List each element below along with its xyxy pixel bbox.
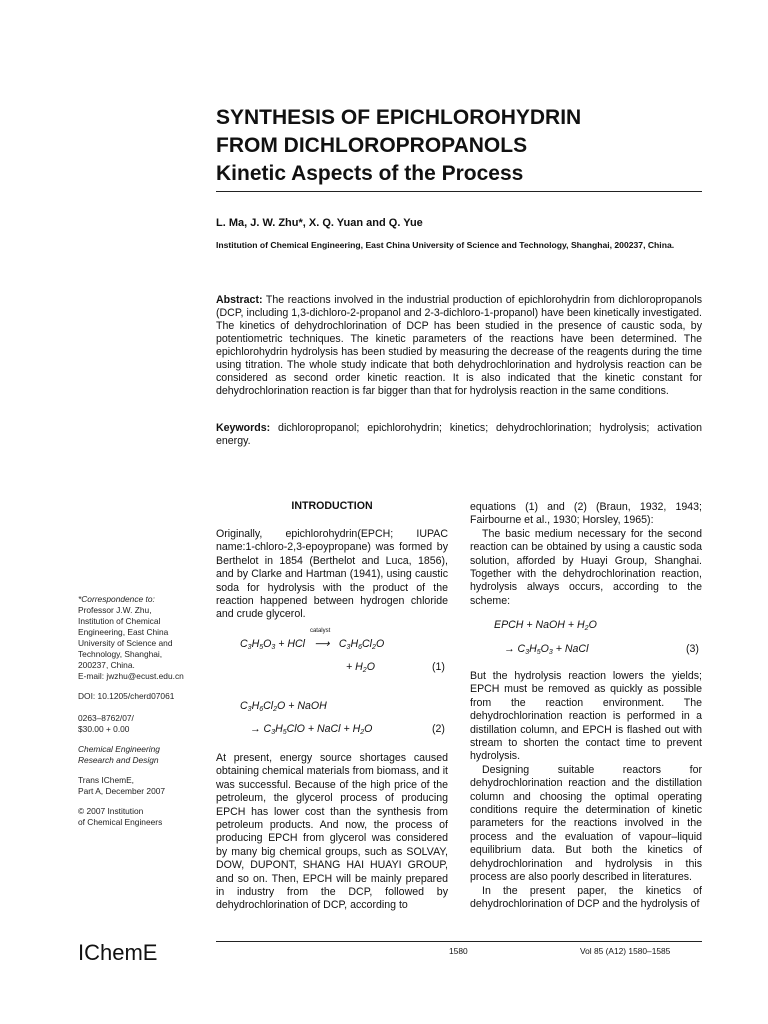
corr-email[interactable]: E-mail: jwzhu@ecust.edu.cn — [78, 671, 184, 681]
paragraph: Designing suitable reactors for dehydrochlorination reaction and the distillation column and choosing the optimal operating conditions require the determination of kinetic parameters for the reactions involved in the process and the evaluation of vapour–liquid equilibrium data. But both the kinetics of dehydrochlorination and hydrolysis in this process are also poorly described in literatures. — [470, 763, 702, 884]
issn-line: 0263–8762/07/ — [78, 713, 134, 723]
equation-2-cont: → $C_3H_5ClO$ + NaCl + $H_2O$ — [250, 723, 373, 736]
title-line-1: SYNTHESIS OF EPICHLOROHYDRIN — [216, 106, 582, 129]
doi: DOI: 10.1205/cherd07061 — [78, 691, 175, 701]
authors: L. Ma, J. W. Zhu*, X. Q. Yuan and Q. Yue — [216, 217, 423, 229]
equation-1: $C_3H_5O_3$ + HCl catalyst ⟶ $C_3H_6Cl_2O$ — [240, 628, 385, 651]
abstract-text: The reactions involved in the industrial production of epichlorohydrin from dichloropropanols (DCP, including 1,3-dichloro-2-propanol and 2-3-dichloro-1-propanol) have been kinetically investigated. The kinetics of dehydrochlorination of DCP has been studied in the presence of caustic soda, by potentiometric techniques. The kinetic parameters of the reactions have been determined. The epichlorohydrin hydrolysis has been studied by measuring the decrease of the reagents during the time using titration. The whole study indicate that both dehydrochlorination and hydrolysis reaction can be considered as second order kinetic reaction. It is also indicated that the kinetic constant for dehydrochlorination reaction is far bigger than that for hydrolysis reaction in the same conditions. — [216, 294, 702, 397]
volume-info: Vol 85 (A12) 1580–1585 — [580, 946, 671, 956]
paragraph: equations (1) and (2) (Braun, 1932, 1943; Fairbourne et al., 1930; Horsley, 1965): — [470, 501, 702, 527]
equation-2: $C_3H_6Cl_2O$ + NaOH — [240, 700, 327, 713]
left-column — [216, 528, 448, 622]
issn — [78, 713, 208, 735]
right-column-cont — [470, 670, 702, 911]
copyright-line: 2007 Institution — [86, 806, 144, 816]
copyright-icon: © — [78, 806, 85, 816]
trans-info — [78, 775, 208, 797]
paragraph: Originally, epichlorohydrin(EPCH; IUPAC name:1-chloro-2,3-epoypropane) was formed by Berthelot in 1854 (Berthelot and Luca, 1856), and by Clarke and Hartman (1941), using caustic soda for hydrolysis with the product of the reaction happened between hydrogen chloride and crude glycerol. — [216, 528, 448, 621]
correspondence — [78, 594, 208, 682]
keywords — [216, 422, 702, 448]
page-number: 1580 — [449, 946, 468, 956]
issn-line: $30.00 + 0.00 — [78, 724, 130, 734]
paper-title — [216, 104, 706, 188]
corr-line: 200237, China. — [78, 660, 135, 670]
ichem-logo: IChemE — [78, 940, 158, 965]
corr-line: Institution of Chemical — [78, 616, 161, 626]
left-column-cont — [216, 752, 448, 913]
title-line-2: FROM DICHLOROPROPANOLS — [216, 134, 528, 157]
keywords-text: dichloropropanol; epichlorohydrin; kinetics; dehydrochlorination; hydrolysis; activation energy. — [216, 422, 702, 447]
keywords-label: Keywords: — [216, 422, 271, 434]
copyright-line: of Chemical Engineers — [78, 817, 163, 827]
right-column — [470, 501, 702, 608]
journal-line: Chemical Engineering — [78, 744, 160, 754]
equation-number: (1) — [432, 661, 445, 673]
catalyst-label: catalyst — [309, 628, 331, 634]
corr-line: Technology, Shanghai, — [78, 649, 163, 659]
paragraph: The basic medium necessary for the second reaction can be obtained by using a caustic soda solution, afforded by Huayi Group, Shanghai. Together with the dehydrochlorination reaction, hydrolysis always occurs, according to the scheme: — [470, 527, 702, 607]
affiliation: Institution of Chemical Engineering, East China University of Science and Technology, Shanghai, 200237, China. — [216, 240, 675, 250]
equation-3-cont: → $C_3H_5O_3$ + NaCl — [504, 643, 589, 656]
equation-1-cont: + $H_2O$ — [346, 661, 375, 674]
footer-divider — [216, 941, 702, 942]
equation-number: (3) — [686, 643, 699, 655]
trans-line: Part A, December 2007 — [78, 786, 166, 796]
equation-3: EPCH + NaOH + $H_2O$ — [494, 619, 597, 632]
title-divider — [216, 191, 702, 192]
section-heading: INTRODUCTION — [291, 500, 373, 512]
trans-line: Trans IChemE, — [78, 775, 135, 785]
abstract-label: Abstract: — [216, 294, 263, 306]
journal-name — [78, 744, 208, 766]
margin-notes — [78, 594, 208, 837]
copyright — [78, 806, 208, 828]
paragraph: At present, energy source shortages caused obtaining chemical materials from biomass, and it was successful. Because of the high price of the petroleum, the glycerol process of producing EPCH has lower cost than the synthesis from petroleum products. And now, the process of producing EPCH from glycerol was considered by many big chemical groups, such as SOLVAY, DOW, DUPONT, SHANG HAI HUAYI GROUP, and so on. Then, EPCH will be mainly prepared in industry from the DCP, followed by dehydrochlorination of DCP, according to — [216, 752, 448, 912]
equation-number: (2) — [432, 723, 445, 735]
abstract — [216, 294, 702, 398]
journal-line: Research and Design — [78, 755, 159, 765]
title-line-3: Kinetic Aspects of the Process — [216, 162, 524, 185]
paragraph: But the hydrolysis reaction lowers the yields; EPCH must be removed as quickly as possible from the reaction environment. The dehydrochlorination reaction is performed in a distillation column, and EPCH is flashed out with stream to shorten the contact time to prevent hydrolysis. — [470, 670, 702, 763]
corr-line: University of Science and — [78, 638, 173, 648]
paragraph: In the present paper, the kinetics of dehydrochlorination of DCP and the hydrolysis of — [470, 884, 702, 910]
corr-line: Professor J.W. Zhu, — [78, 605, 152, 615]
correspondence-label: *Correspondence to: — [78, 594, 155, 604]
corr-line: Engineering, East China — [78, 627, 169, 637]
